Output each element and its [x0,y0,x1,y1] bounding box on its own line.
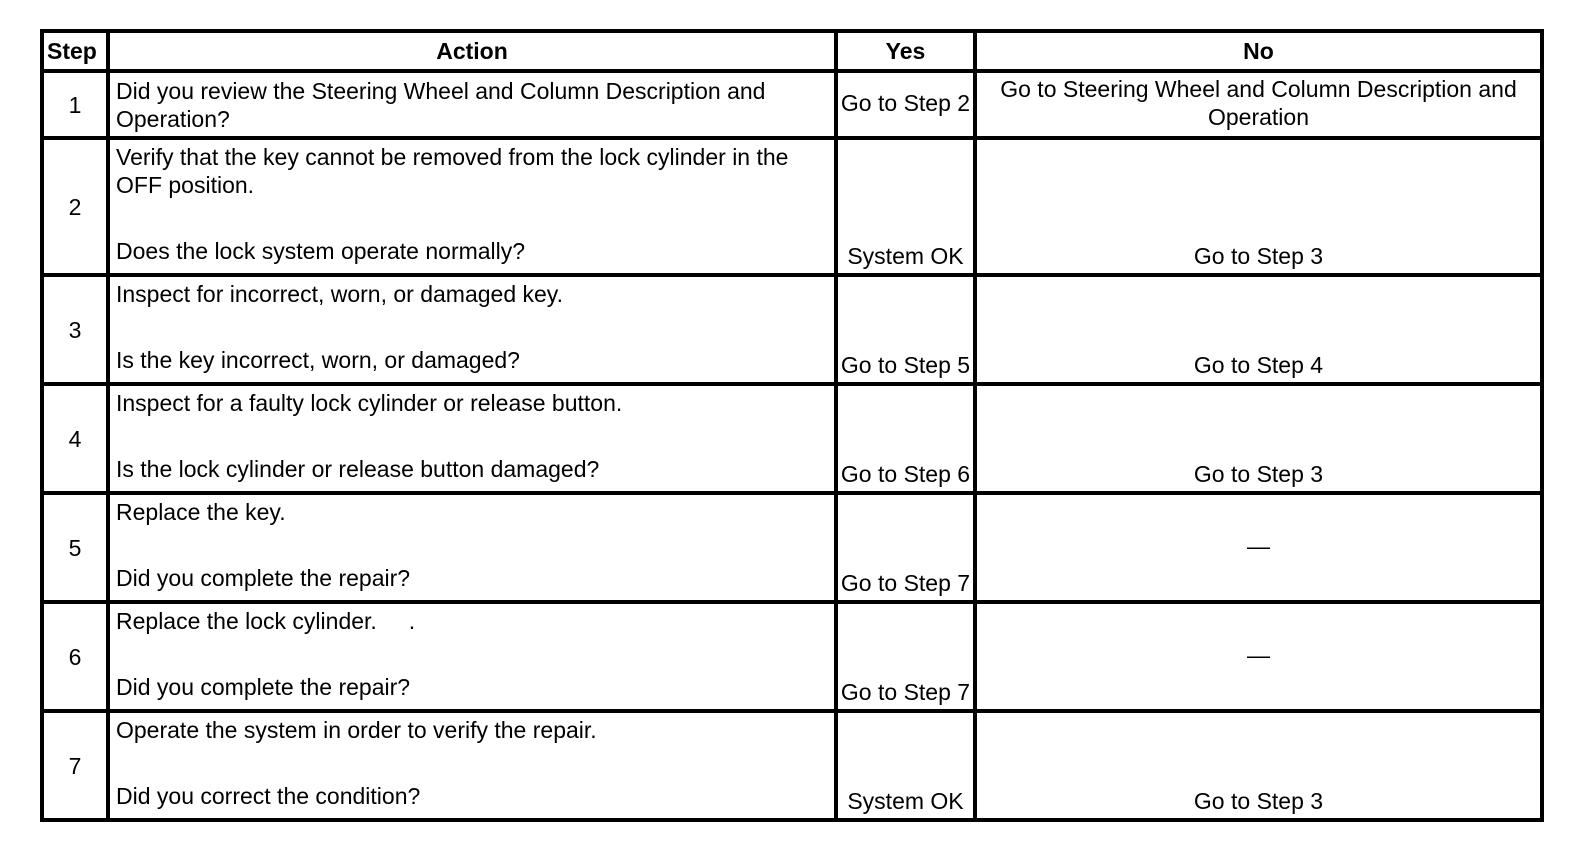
step-number: 6 [42,602,108,711]
table-row [42,602,1542,711]
no-result: Go to Step 3 [975,384,1542,493]
step-number: 4 [42,384,108,493]
action-question: Is the key incorrect, worn, or damaged? [116,347,520,373]
action-text: Operate the system in order to verify the repair. [116,717,597,743]
no-result: Go to Step 4 [975,275,1542,384]
yes-result: System OK [836,711,975,820]
no-result: Go to Step 3 [975,711,1542,820]
action-question: Is the lock cylinder or release button damaged? [116,456,600,482]
action-text: Inspect for incorrect, worn, or damaged key. [116,281,563,307]
table-row [42,275,1542,384]
action-cell [108,602,836,711]
action-question: Did you complete the repair? [116,674,411,700]
step-number: 5 [42,493,108,602]
action-cell [108,384,836,493]
table-row [42,384,1542,493]
no-result: Go to Step 3 [975,138,1542,275]
column-header-no: No [975,31,1542,71]
action-text: Did you review the Steering Wheel and Column Description and Operation? [116,77,766,132]
action-cell [108,711,836,820]
step-number: 7 [42,711,108,820]
action-question: Does the lock system operate normally? [116,238,526,264]
action-question: Did you correct the condition? [116,783,421,809]
action-text: Replace the key. [116,499,286,525]
action-text: Inspect for a faulty lock cylinder or release button. [116,390,623,416]
column-header-action: Action [108,31,836,71]
action-cell [108,71,836,138]
action-text: Verify that the key cannot be removed from the lock cylinder in the OFF position. [116,144,789,198]
step-number: 1 [42,71,108,138]
action-question: Did you complete the repair? [116,565,411,591]
step-number: 2 [42,138,108,275]
table-row [42,71,1542,138]
table-row [42,138,1542,275]
column-header-step: Step [42,31,108,71]
table-row [42,493,1542,602]
yes-result: System OK [836,138,975,275]
action-text: Replace the lock cylinder. . [116,608,416,634]
action-cell [108,275,836,384]
action-cell [108,493,836,602]
action-cell [108,138,836,275]
yes-result: Go to Step 5 [836,275,975,384]
no-result: — [975,602,1542,711]
no-result: Go to Steering Wheel and Column Description and Operation [975,71,1542,138]
yes-result: Go to Step 2 [836,71,975,138]
diagnostic-table [40,29,1544,822]
table-row [42,711,1542,820]
table-header-row [42,31,1542,71]
no-result: — [975,493,1542,602]
yes-result: Go to Step 7 [836,602,975,711]
column-header-yes: Yes [836,31,975,71]
step-number: 3 [42,275,108,384]
yes-result: Go to Step 6 [836,384,975,493]
yes-result: Go to Step 7 [836,493,975,602]
